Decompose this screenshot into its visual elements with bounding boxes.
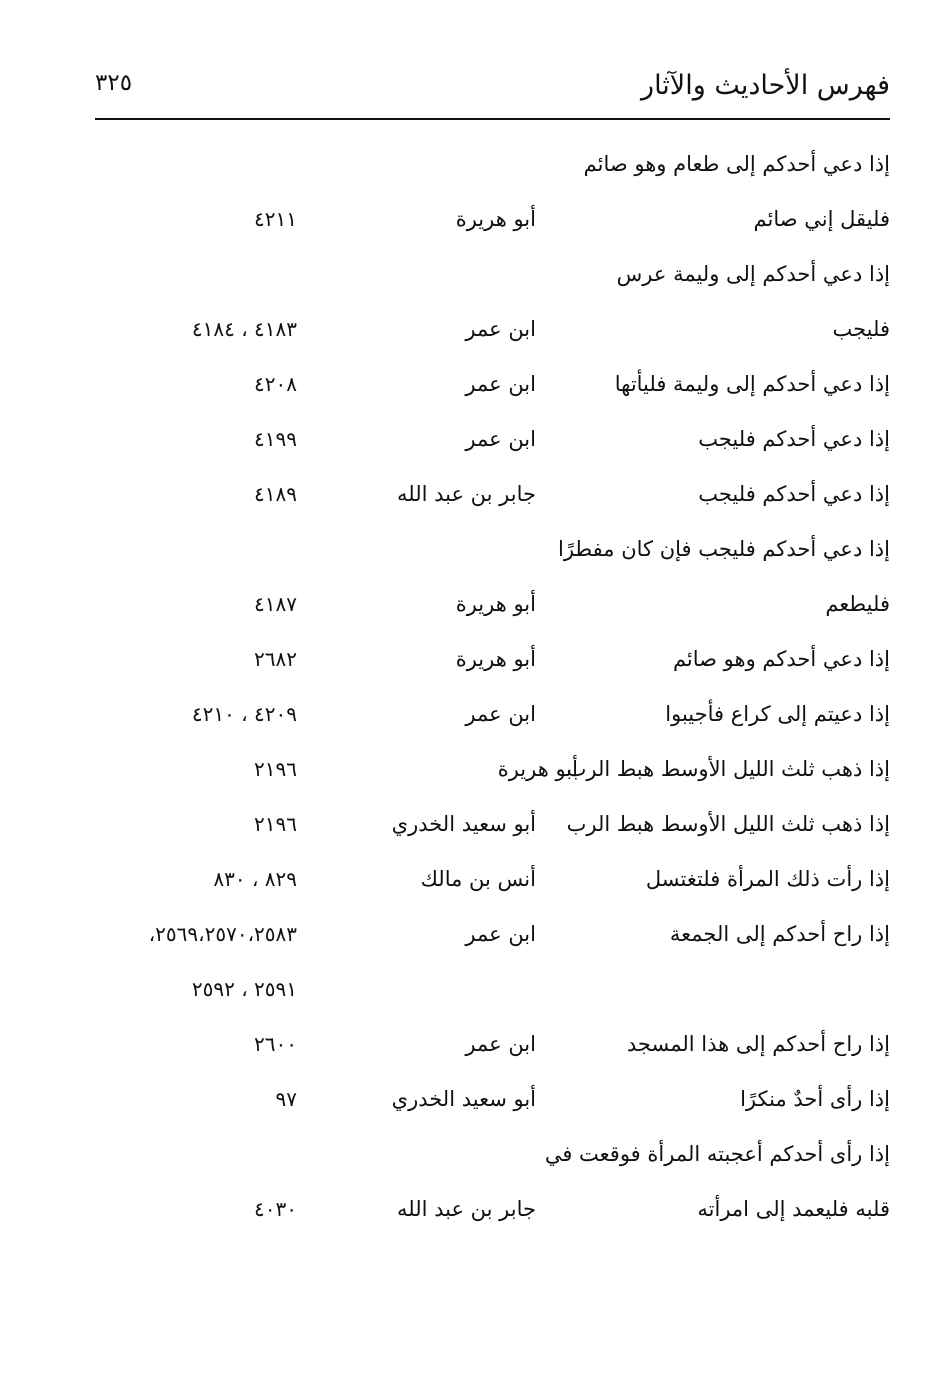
narrator: أبو هريرة xyxy=(455,592,536,616)
hadith-text: إذا دعي أحدكم فليجب xyxy=(698,427,890,451)
index-entry xyxy=(0,140,933,195)
narrator: ابن عمر xyxy=(465,317,536,341)
index-entry xyxy=(0,635,933,690)
index-entry xyxy=(0,415,933,470)
page-number: ٣٢٥ xyxy=(95,70,133,96)
hadith-text: إذا رأى أحدٌ منكرًا xyxy=(740,1087,890,1111)
narrator: أنس بن مالك xyxy=(420,867,536,891)
hadith-text: إذا دعي أحدكم فليجب xyxy=(698,482,890,506)
index-entry xyxy=(0,855,933,910)
reference-numbers: ٢٦٠٠ xyxy=(254,1032,297,1056)
narrator: ابن عمر xyxy=(465,1032,536,1056)
reference-numbers: ٢٦٨٢ xyxy=(254,647,297,671)
index-entry xyxy=(0,690,933,745)
index-entry xyxy=(0,1020,933,1075)
reference-numbers: ٢٥٩١ ، ٢٥٩٢ xyxy=(191,977,297,1001)
index-entry xyxy=(0,525,933,580)
reference-numbers: ٤١٨٣ ، ٤١٨٤ xyxy=(191,317,297,341)
hadith-text: إذا دعي أحدكم إلى طعام وهو صائم xyxy=(583,152,890,176)
index-entry xyxy=(0,250,933,305)
hadith-text: فليقل إني صائم xyxy=(753,207,890,231)
reference-numbers: ٤١٨٩ xyxy=(254,482,297,506)
narrator: ابن عمر xyxy=(465,372,536,396)
hadith-text: إذا راح أحدكم إلى الجمعة xyxy=(669,922,890,946)
hadith-text: قلبه فليعمد إلى امرأته xyxy=(697,1197,890,1221)
hadith-text: إذا دعيتم إلى كراع فأجيبوا xyxy=(665,702,890,726)
hadith-text: إذا دعي أحدكم إلى وليمة فليأتها xyxy=(614,372,890,396)
reference-numbers: ٨٢٩ ، ٨٣٠ xyxy=(213,867,297,891)
narrator: أبو هريرة xyxy=(497,757,578,781)
index-entry xyxy=(0,470,933,525)
hadith-text: إذا راح أحدكم إلى هذا المسجد xyxy=(626,1032,890,1056)
narrator: ابن عمر xyxy=(465,922,536,946)
index-entry xyxy=(0,360,933,415)
hadith-text: إذا دعي أحدكم فليجب فإن كان مفطرًا xyxy=(558,537,890,561)
narrator: أبو سعيد الخدري xyxy=(391,812,536,836)
index-entry xyxy=(0,580,933,635)
reference-numbers: ٤٢٠٩ ، ٤٢١٠ xyxy=(191,702,297,726)
index-list xyxy=(0,140,933,1240)
index-entry xyxy=(0,1185,933,1240)
index-entry xyxy=(0,800,933,855)
hadith-text: فليجب xyxy=(832,317,890,341)
hadith-text: إذا رأت ذلك المرأة فلتغتسل xyxy=(645,867,890,891)
index-entry xyxy=(0,1130,933,1185)
reference-numbers: ٤٠٣٠ xyxy=(254,1197,297,1221)
hadith-text: إذا دعي أحدكم إلى وليمة عرس xyxy=(616,262,890,286)
narrator: ابن عمر xyxy=(465,702,536,726)
narrator: أبو سعيد الخدري xyxy=(391,1087,536,1111)
index-entry xyxy=(0,745,933,800)
narrator: جابر بن عبد الله xyxy=(396,1197,536,1221)
hadith-text: إذا ذهب ثلث الليل الأوسط هبط الرب xyxy=(566,757,890,781)
narrator: ابن عمر xyxy=(465,427,536,451)
reference-numbers: ٤١٨٧ xyxy=(254,592,297,616)
reference-numbers: ٤٢٠٨ xyxy=(254,372,297,396)
reference-numbers: ٤١٩٩ xyxy=(254,427,297,451)
reference-numbers: ٢١٩٦ xyxy=(254,812,297,836)
index-entry xyxy=(0,910,933,965)
page-header xyxy=(95,60,890,120)
hadith-text: إذا رأى أحدكم أعجبته المرأة فوقعت في xyxy=(544,1142,890,1166)
reference-numbers: ٢٥٦٩،٢٥٧٠،٢٥٨٣، xyxy=(148,922,297,946)
index-entry xyxy=(0,195,933,250)
header-divider xyxy=(95,118,890,120)
narrator: أبو هريرة xyxy=(455,207,536,231)
index-entry-continuation xyxy=(0,965,933,1020)
index-entry xyxy=(0,305,933,360)
narrator: أبو هريرة xyxy=(455,647,536,671)
index-entry xyxy=(0,1075,933,1130)
reference-numbers: ٢١٩٦ xyxy=(254,757,297,781)
reference-numbers: ٩٧ xyxy=(275,1087,297,1111)
hadith-text: فليطعم xyxy=(825,592,890,616)
page-title: فهرس الأحاديث والآثار xyxy=(641,70,890,101)
hadith-text: إذا ذهب ثلث الليل الأوسط هبط الرب xyxy=(566,812,890,836)
hadith-text: إذا دعي أحدكم وهو صائم xyxy=(672,647,890,671)
reference-numbers: ٤٢١١ xyxy=(254,207,297,231)
narrator: جابر بن عبد الله xyxy=(396,482,536,506)
